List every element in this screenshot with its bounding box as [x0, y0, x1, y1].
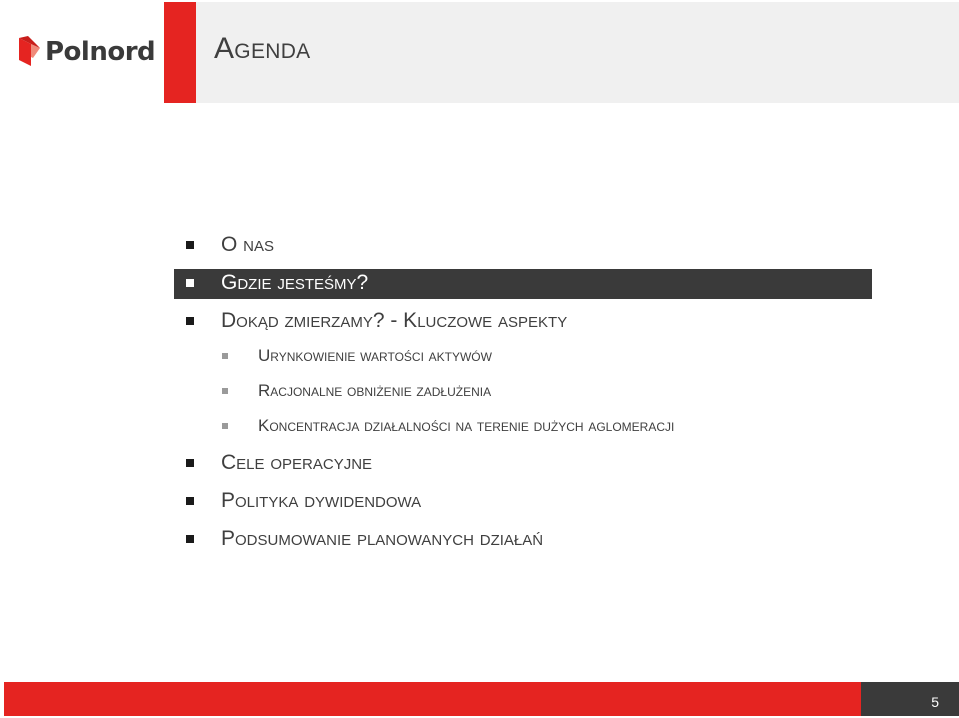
agenda-item-label: O nas — [221, 233, 275, 256]
agenda-item-label: Polityka dywidendowa — [221, 489, 422, 512]
agenda-item-label: Gdzie jesteśmy? — [221, 271, 369, 294]
agenda-subitem-racjonalne — [222, 381, 491, 401]
square-bullet-icon — [222, 353, 228, 359]
square-bullet-icon — [186, 241, 194, 249]
header-accent-bar — [164, 2, 196, 103]
square-bullet-icon — [222, 423, 228, 429]
agenda-item-o-nas — [186, 233, 274, 257]
square-bullet-icon — [222, 388, 228, 394]
agenda-item-label: Dokąd zmierzamy? - Kluczowe aspekty — [221, 309, 568, 332]
square-bullet-icon — [186, 535, 194, 543]
square-bullet-icon — [186, 317, 194, 325]
agenda-item-label: Podsumowanie planowanych działań — [221, 527, 544, 550]
logo-text: Polnord — [45, 37, 156, 67]
agenda-subitem-label: Racjonalne obniżenie zadłużenia — [258, 381, 492, 400]
agenda-item-dokad-zmierzamy — [186, 309, 567, 333]
footer-page-box — [861, 682, 959, 716]
agenda-subitem-urynkowienie — [222, 346, 492, 366]
company-logo — [16, 34, 155, 70]
agenda-item-cele-operacyjne — [186, 451, 372, 475]
agenda-item-polityka-dywidendowa — [186, 489, 421, 513]
agenda-subitem-label: Koncentracja działalności na terenie dużych aglomeracji — [258, 416, 675, 435]
page-number: 5 — [931, 694, 939, 710]
agenda-item-label: Cele operacyjne — [221, 451, 373, 474]
page-title: Agenda — [214, 32, 311, 65]
polnord-logo-mark-icon — [16, 36, 42, 68]
footer-accent-bar — [4, 682, 861, 716]
agenda-item-gdzie-jestesmy — [186, 271, 368, 295]
square-bullet-icon — [186, 459, 194, 467]
agenda-subitem-koncentracja — [222, 416, 674, 436]
agenda-subitem-label: Urynkowienie wartości aktywów — [258, 346, 492, 365]
square-bullet-icon — [186, 497, 194, 505]
agenda-item-podsumowanie — [186, 527, 543, 551]
square-bullet-icon — [186, 279, 194, 287]
